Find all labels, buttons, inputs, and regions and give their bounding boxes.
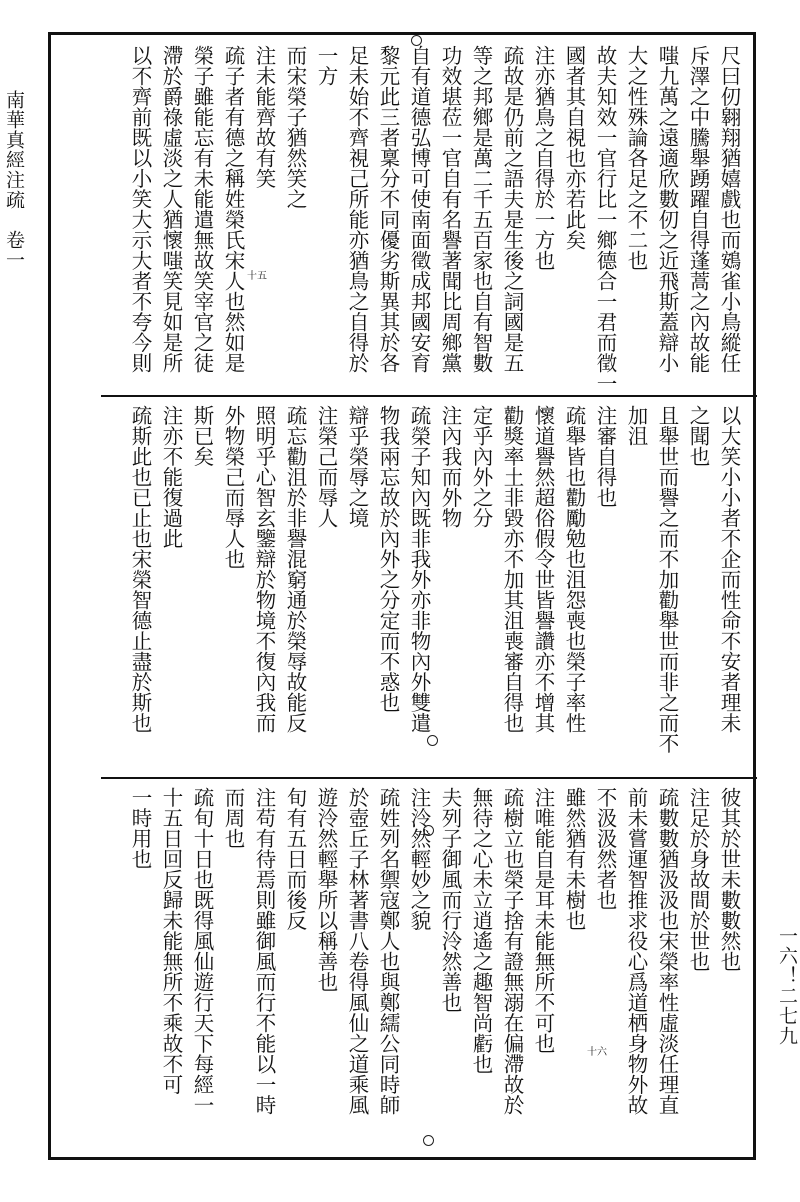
text-column: 一時用也 [128,787,152,869]
text-column: 一方 [314,45,338,86]
text-column: 注審自得也 [593,405,617,508]
text-column: 足未始不齊視己所能亦猶鳥之自得於 [345,45,369,373]
text-column: 無待之心未立逍遙之趣智尚虧也 [469,787,493,1074]
text-column: 尺曰仞翱翔猶嬉戲也而鴳雀小鳥縱任 [717,45,741,373]
text-column: 疏故是仍前之語夫是生後之詞國是五 [500,45,524,373]
text-column: 注泠然輕妙之貌 [407,787,431,931]
punctuation-circle [427,735,438,746]
text-column: 且舉世而譽之而不加勸舉世而非之而不 [655,405,679,754]
text-column: 疏子者有德之稱姓榮氏宋人也然如是 [221,45,245,373]
page-frame [48,32,756,1160]
text-columns [115,405,743,767]
text-column: 疏忘勸沮於非譽混窮通於榮辱故能反 [283,405,307,733]
punctuation-circle [423,825,434,836]
text-column: 大之性殊論各足之不二也 [624,45,648,271]
punctuation-circle [423,1135,434,1146]
text-column: 等之邦鄉是萬二千五百家也自有智數 [469,45,493,373]
text-column: 而周也 [221,787,245,849]
text-column: 疏樹立也榮子捨有證無溺在偏滯故於 [500,787,524,1115]
text-column: 注未能齊故有笑 [252,45,276,189]
text-column: 疏榮子知內既非我外亦非物內外雙遣 [407,405,431,733]
text-column: 雖然猶有未樹也 [562,787,586,931]
text-column: 十五日回反歸未能無所不乘故不可 [159,787,183,1095]
text-column: 疏斯此也已止也宋榮智德止盡於斯也 [128,405,152,733]
text-column: 之聞也 [686,405,710,467]
text-column: 注苟有待焉則雖御風而行不能以一時 [252,787,276,1115]
text-column: 自有道德弘博可使南面徵成邦國安育 [407,45,431,373]
text-column: 疏舉皆也勸勵勉也沮怨喪也榮子率性 [562,405,586,733]
text-column: 疏姓列名禦寇鄭人也與鄭繻公同時師 [376,787,400,1115]
text-column: 滯於爵祿虛淡之人猶懷嗤笑見如是所 [159,45,183,373]
text-column: 前未嘗運智推求役心爲道栖身物外故 [624,787,648,1115]
text-column: 彼其於世未數數然也 [717,787,741,972]
text-column: 勸獎率土非毀亦不加其沮喪審自得也 [500,405,524,733]
text-column: 故夫知效一官行比一鄉德合一君而徵一 [593,45,617,394]
text-column: 遊泠然輕舉所以稱善也 [314,787,338,992]
folio-bottom: 十六 [587,1047,607,1058]
text-column: 而宋榮子猶然笑之 [283,45,307,209]
text-column: 斯已矣 [190,405,214,467]
text-column: 以不齊前既以小笑大示大者不夸今則 [128,45,152,373]
text-column: 懷道譽然超俗假令世皆譽讚亦不增其 [531,405,555,733]
text-column: 於壺丘子林著書八卷得風仙之道乘風 [345,787,369,1115]
text-column: 疏旬十日也既得風仙遊行天下每經一 [190,787,214,1115]
right-margin-page-number: 一六！二七九 [776,926,798,1046]
left-margin-title: 南華真經注疏 卷一 [3,90,25,270]
text-column: 辯乎榮辱之境 [345,405,369,528]
text-column: 功效堪莅一官自有名譽著聞比周鄉黨 [438,45,462,373]
text-column: 以大笑小小者不企而性命不安者理未 [717,405,741,733]
text-column: 注足於身故間於世也 [686,787,710,972]
text-column: 注亦猶鳥之自得於一方也 [531,45,555,271]
text-column: 注唯能自是耳未能無所不可也 [531,787,555,1054]
folio-top: 十五 [247,271,267,282]
text-column: 不汲汲然者也 [593,787,617,910]
text-column: 榮子雖能忘有未能遣無故笑宰官之徒 [190,45,214,373]
text-column: 旬有五日而後反 [283,787,307,931]
text-column: 嗤九萬之遠適欣數仞之近飛斯蓋辯小 [655,45,679,373]
text-column: 斥澤之中騰舉踴躍自得蓬蒿之內故能 [686,45,710,373]
text-column: 夫列子御風而行泠然善也 [438,787,462,1013]
text-column: 注內我而外物 [438,405,462,528]
register-middle [101,395,757,779]
text-column: 外物榮己而辱人也 [221,405,245,569]
text-column: 加沮 [624,405,648,446]
text-column: 注榮己而辱人 [314,405,338,528]
text-columns [115,45,743,394]
text-column: 國者其自視也亦若此矣 [562,45,586,250]
text-columns [115,787,743,1147]
punctuation-circle [411,35,422,46]
text-column: 疏數數猶汲汲也宋榮率性虛淡任理直 [655,787,679,1115]
text-column: 注亦不能復過此 [159,405,183,549]
text-column: 定乎內外之分 [469,405,493,528]
text-column: 黎元此三者稟分不同優劣斯異其於各 [376,45,400,373]
register-top [101,35,757,397]
text-column: 照明乎心智玄鑒辯於物境不復內我而 [252,405,276,733]
text-column: 物我兩忘故於內外之分定而不惑也 [376,405,400,713]
